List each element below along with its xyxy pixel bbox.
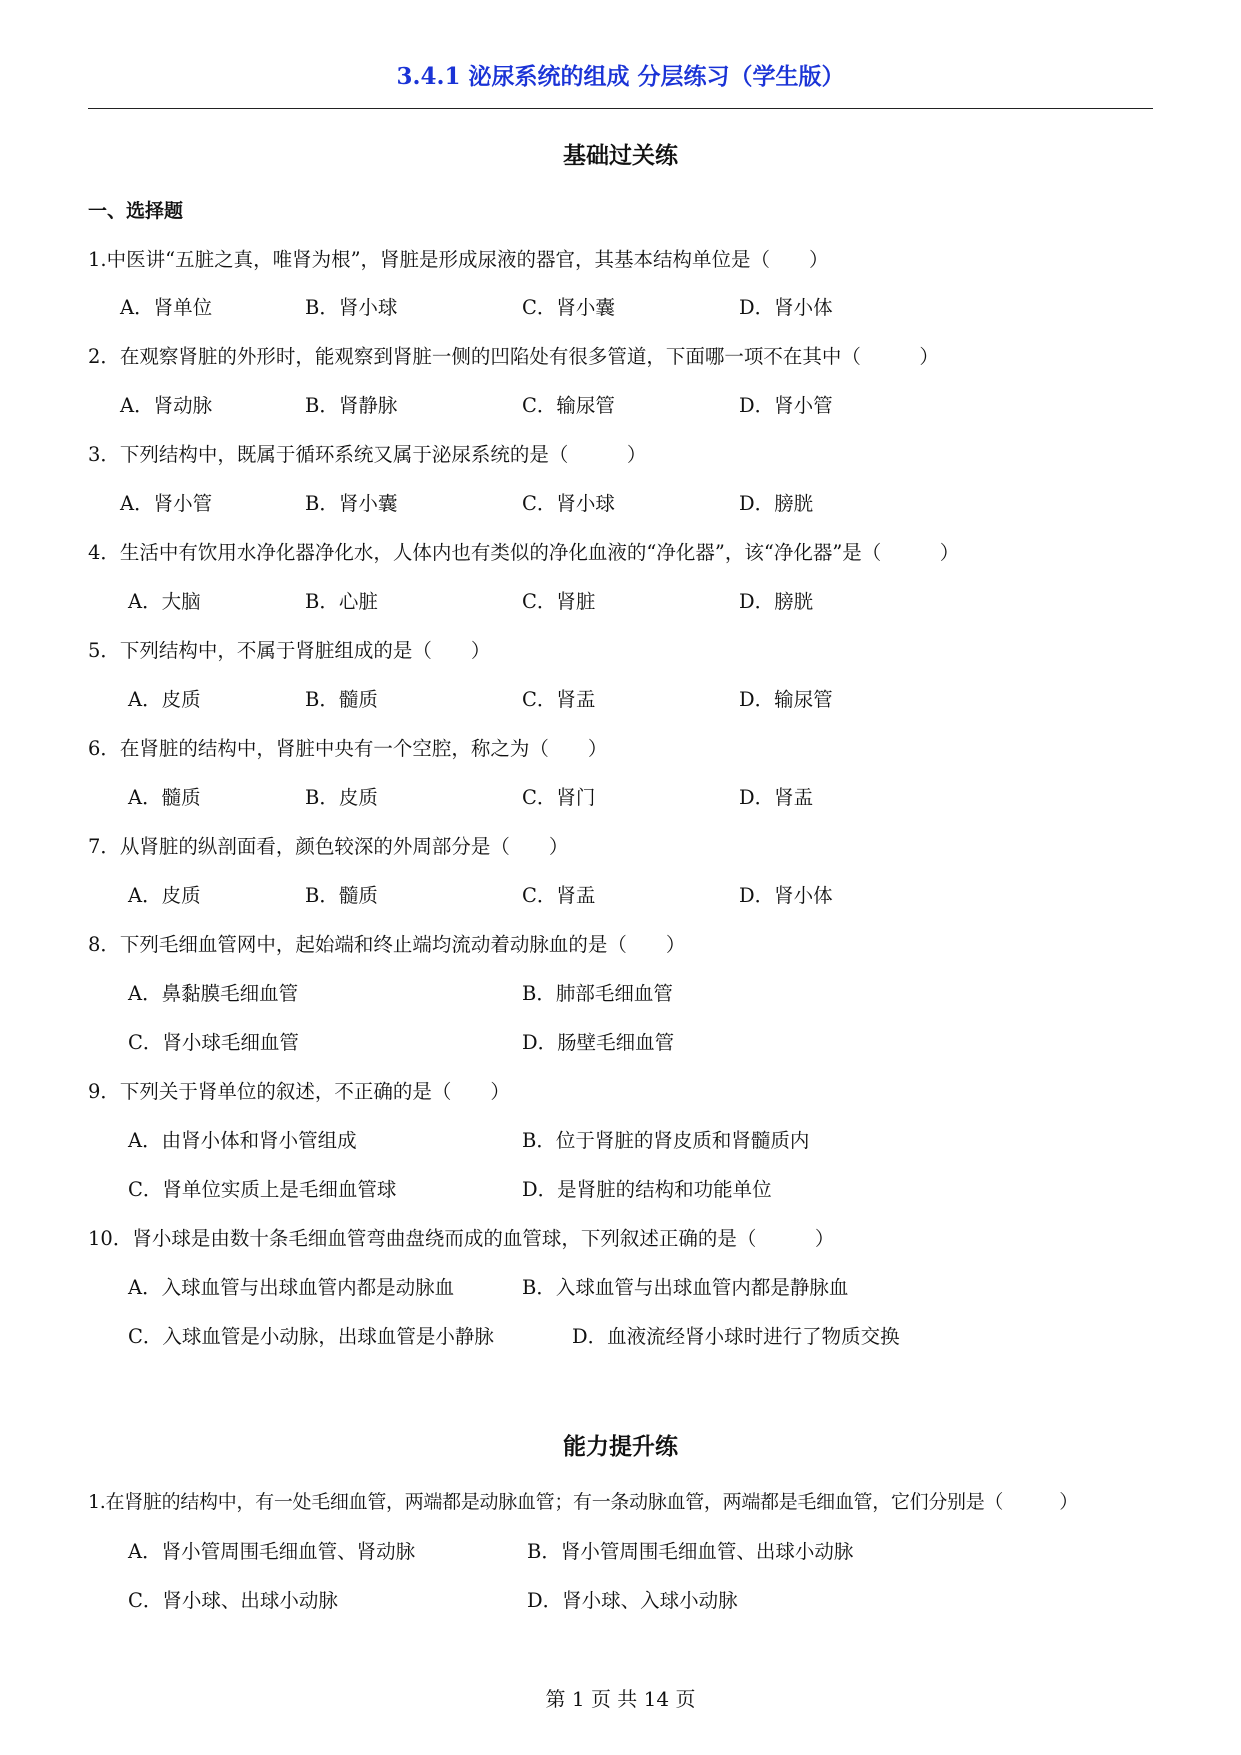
section-heading-basic: 基础过关练 bbox=[563, 142, 678, 169]
advanced-option-1c: C．肾小球、出球小动脉 bbox=[128, 1589, 338, 1612]
option-2a: A．肾动脉 bbox=[120, 394, 213, 417]
option-9a: A．由肾小体和肾小管组成 bbox=[128, 1129, 357, 1152]
option-7d: D．肾小体 bbox=[739, 884, 833, 907]
header-divider bbox=[88, 108, 1153, 109]
question-9: 9．下列关于肾单位的叙述，不正确的是（ ） bbox=[88, 1080, 510, 1103]
question-5: 5．下列结构中，不属于肾脏组成的是（ ） bbox=[88, 639, 491, 662]
option-5a: A．皮质 bbox=[128, 688, 201, 711]
advanced-option-1d: D．肾小球、入球小动脉 bbox=[527, 1589, 738, 1612]
option-4b: B．心脏 bbox=[305, 590, 378, 613]
option-1a: A．肾单位 bbox=[120, 296, 213, 319]
option-5b: B．髓质 bbox=[305, 688, 378, 711]
option-7a: A．皮质 bbox=[128, 884, 201, 907]
option-5c: C．肾盂 bbox=[522, 688, 596, 711]
option-9b: B．位于肾脏的肾皮质和肾髓质内 bbox=[522, 1129, 810, 1152]
advanced-option-1a: A．肾小管周围毛细血管、肾动脉 bbox=[128, 1540, 416, 1563]
advanced-question-1: 1.在肾脏的结构中，有一处毛细血管，两端都是动脉血管；有一条动脉血管，两端都是毛细血管，它们分别是（ ） bbox=[88, 1491, 1078, 1513]
option-6c: C．肾门 bbox=[522, 786, 596, 809]
section-heading-advanced: 能力提升练 bbox=[563, 1433, 678, 1460]
option-2d: D．肾小管 bbox=[739, 394, 833, 417]
option-3c: C．肾小球 bbox=[522, 492, 615, 515]
option-10c: C．入球血管是小动脉，出球血管是小静脉 bbox=[128, 1325, 494, 1348]
advanced-option-1b: B．肾小管周围毛细血管、出球小动脉 bbox=[527, 1540, 854, 1563]
option-2c: C．输尿管 bbox=[522, 394, 615, 417]
option-4d: D．膀胱 bbox=[739, 590, 814, 613]
option-9c: C．肾单位实质上是毛细血管球 bbox=[128, 1178, 397, 1201]
option-7b: B．髓质 bbox=[305, 884, 378, 907]
question-1: 1.中医讲“五脏之真，唯肾为根”，肾脏是形成尿液的器官，其基本结构单位是（ ） bbox=[88, 248, 829, 271]
option-10b: B．入球血管与出球血管内都是静脉血 bbox=[522, 1276, 849, 1299]
option-10d: D．血液流经肾小球时进行了物质交换 bbox=[572, 1325, 900, 1348]
option-8b: B．肺部毛细血管 bbox=[522, 982, 673, 1005]
option-7c: C．肾盂 bbox=[522, 884, 596, 907]
option-1c: C．肾小囊 bbox=[522, 296, 615, 319]
option-9d: D．是肾脏的结构和功能单位 bbox=[522, 1178, 772, 1201]
question-3: 3．下列结构中，既属于循环系统又属于泌尿系统的是（ ） bbox=[88, 443, 647, 466]
question-2: 2．在观察肾脏的外形时，能观察到肾脏一侧的凹陷处有很多管道，下面哪一项不在其中（ ） bbox=[88, 345, 939, 368]
option-5d: D．输尿管 bbox=[739, 688, 833, 711]
option-3d: D．膀胱 bbox=[739, 492, 814, 515]
question-8: 8．下列毛细血管网中，起始端和终止端均流动着动脉血的是（ ） bbox=[88, 933, 686, 956]
part-heading-choice: 一、选择题 bbox=[88, 200, 184, 222]
option-6a: A．髓质 bbox=[128, 786, 201, 809]
question-10: 10．肾小球是由数十条毛细血管弯曲盘绕而成的血管球，下列叙述正确的是（ ） bbox=[88, 1227, 835, 1250]
option-3b: B．肾小囊 bbox=[305, 492, 398, 515]
option-8a: A．鼻黏膜毛细血管 bbox=[128, 982, 299, 1005]
option-1d: D．肾小体 bbox=[739, 296, 833, 319]
option-4a: A．大脑 bbox=[128, 590, 201, 613]
option-6b: B．皮质 bbox=[305, 786, 378, 809]
page-number: 第 1 页 共 14 页 bbox=[545, 1687, 696, 1711]
option-6d: D．肾盂 bbox=[739, 786, 814, 809]
option-3a: A．肾小管 bbox=[120, 492, 213, 515]
document-title: 3.4.1 泌尿系统的组成 分层练习（学生版） bbox=[396, 63, 845, 90]
question-7: 7．从肾脏的纵剖面看，颜色较深的外周部分是（ ） bbox=[88, 835, 569, 858]
question-4: 4．生活中有饮用水净化器净化水，人体内也有类似的净化血液的“净化器”，该“净化器”是（ ） bbox=[88, 541, 960, 564]
question-6: 6．在肾脏的结构中，肾脏中央有一个空腔，称之为（ ） bbox=[88, 737, 608, 760]
option-1b: B．肾小球 bbox=[305, 296, 398, 319]
option-8c: C．肾小球毛细血管 bbox=[128, 1031, 299, 1054]
option-2b: B．肾静脉 bbox=[305, 394, 398, 417]
option-4c: C．肾脏 bbox=[522, 590, 596, 613]
option-8d: D．肠壁毛细血管 bbox=[522, 1031, 675, 1054]
option-10a: A．入球血管与出球血管内都是动脉血 bbox=[128, 1276, 455, 1299]
